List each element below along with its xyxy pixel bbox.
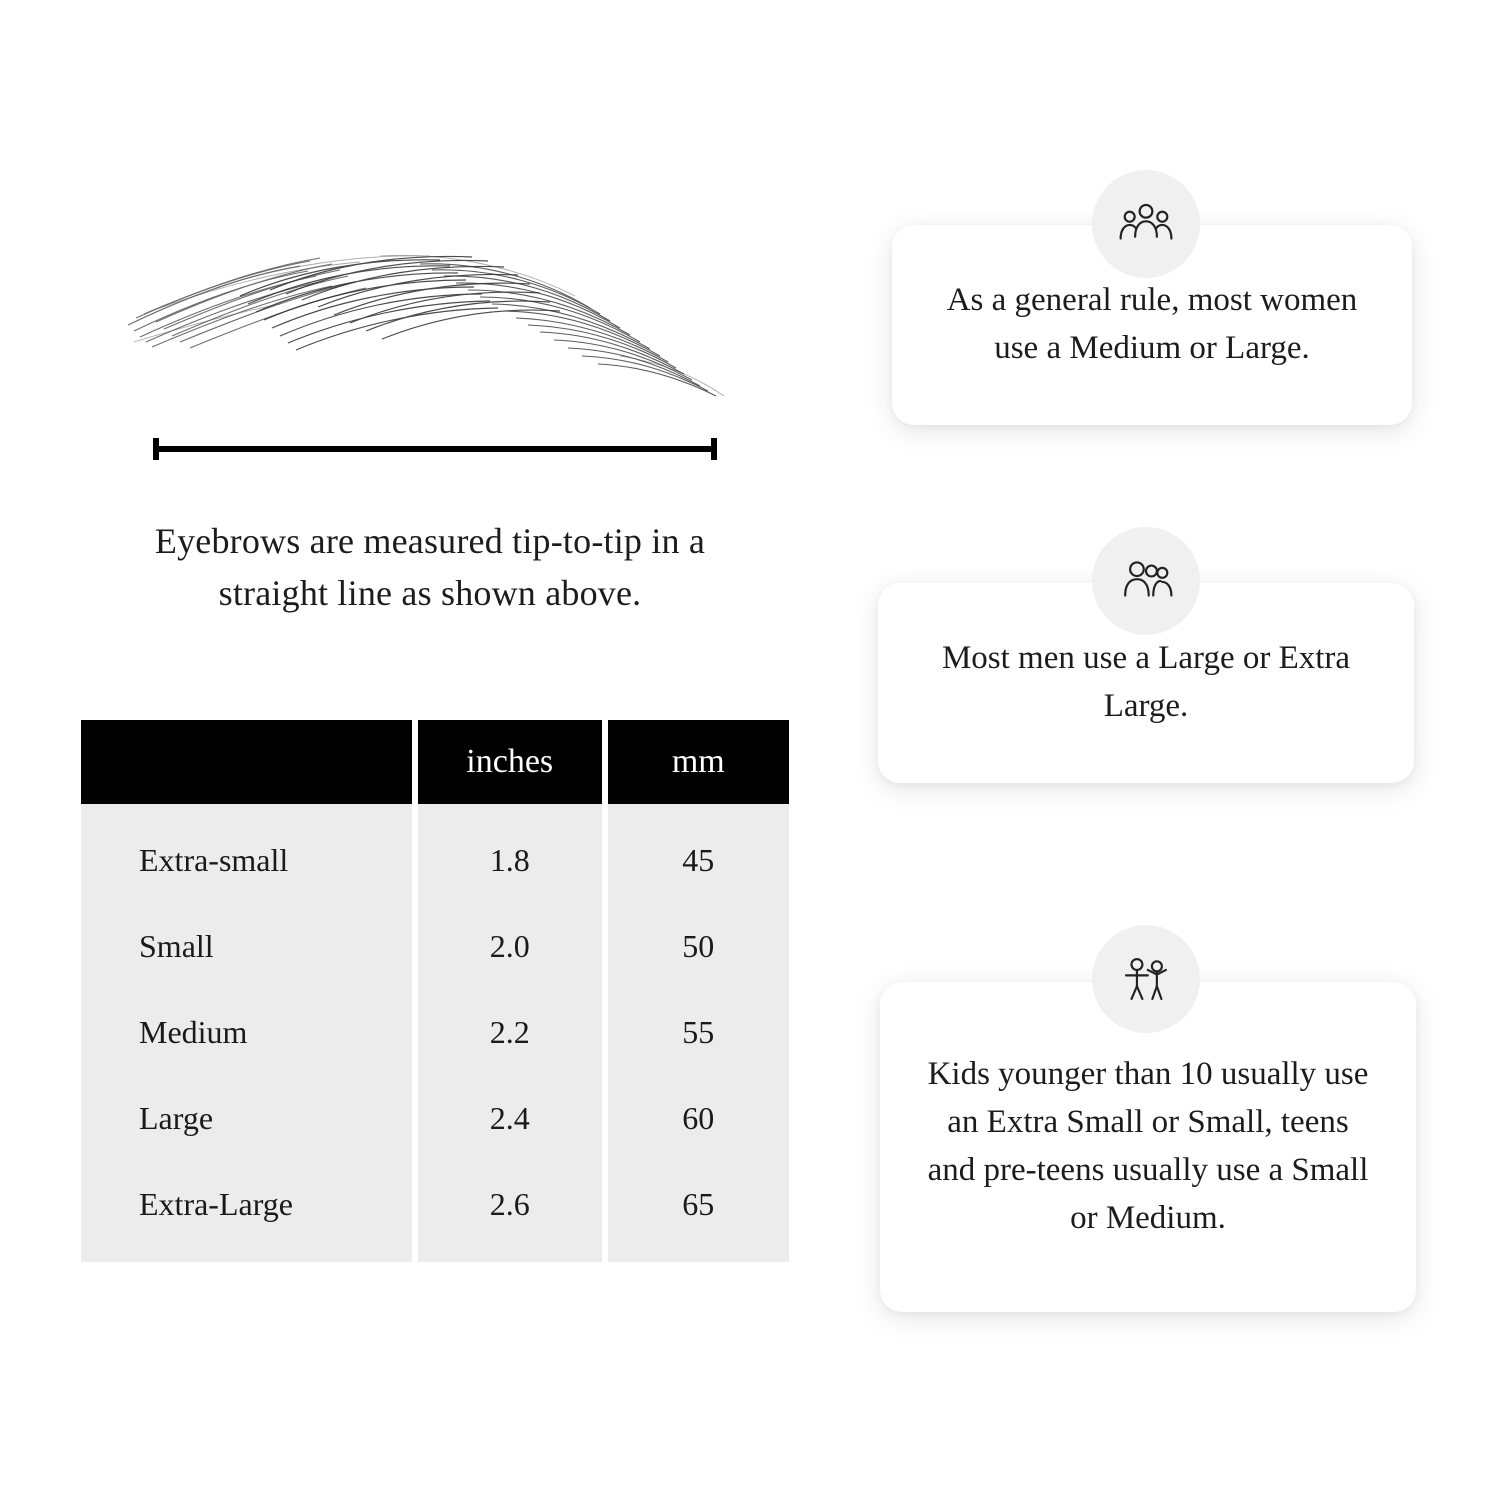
column-header-inches: inches [418,720,602,804]
men-group-icon [1092,527,1200,635]
column-header-size [81,720,412,804]
row-mm-value: 55 [608,989,789,1075]
row-size-name: Medium [81,989,412,1075]
table-body [81,804,789,1262]
row-size-name: Small [81,903,412,989]
row-size-name: Large [81,1075,412,1161]
table-row [81,903,789,989]
table-row [81,1161,789,1262]
row-mm-value: 45 [608,804,789,903]
women-group-icon [1092,170,1200,278]
size-chart-table [75,720,795,1262]
measurement-caption: Eyebrows are measured tip-to-tip in a straight line as shown above. [154,521,706,614]
row-size-name: Extra-small [81,804,412,903]
row-inches-value: 2.0 [418,903,602,989]
table-row [81,804,789,903]
right-column [840,0,1500,1500]
note-card-women-text: As a general rule, most women use a Medium or Large. [946,282,1358,366]
kids-group-icon [1092,925,1200,1033]
row-inches-value: 1.8 [418,804,602,903]
table-row [81,1075,789,1161]
note-card-kids-text: Kids younger than 10 usually use an Extra Small or Small, teens and pre-teens usually use a Small or Medium. [927,1056,1369,1236]
row-size-name: Extra-Large [81,1161,412,1262]
table-header-row [81,720,789,804]
note-card-men-text: Most men use a Large or Extra Large. [941,640,1351,724]
table-header [81,720,789,804]
row-inches-value: 2.6 [418,1161,602,1262]
table-row [81,989,789,1075]
row-inches-value: 2.2 [418,989,602,1075]
row-mm-value: 60 [608,1075,789,1161]
column-header-mm: mm [608,720,789,804]
eyebrow-figure [120,230,740,480]
row-inches-value: 2.4 [418,1075,602,1161]
row-mm-value: 50 [608,903,789,989]
measurement-line [150,435,720,463]
eyebrow-illustration [120,230,740,410]
row-mm-value: 65 [608,1161,789,1262]
